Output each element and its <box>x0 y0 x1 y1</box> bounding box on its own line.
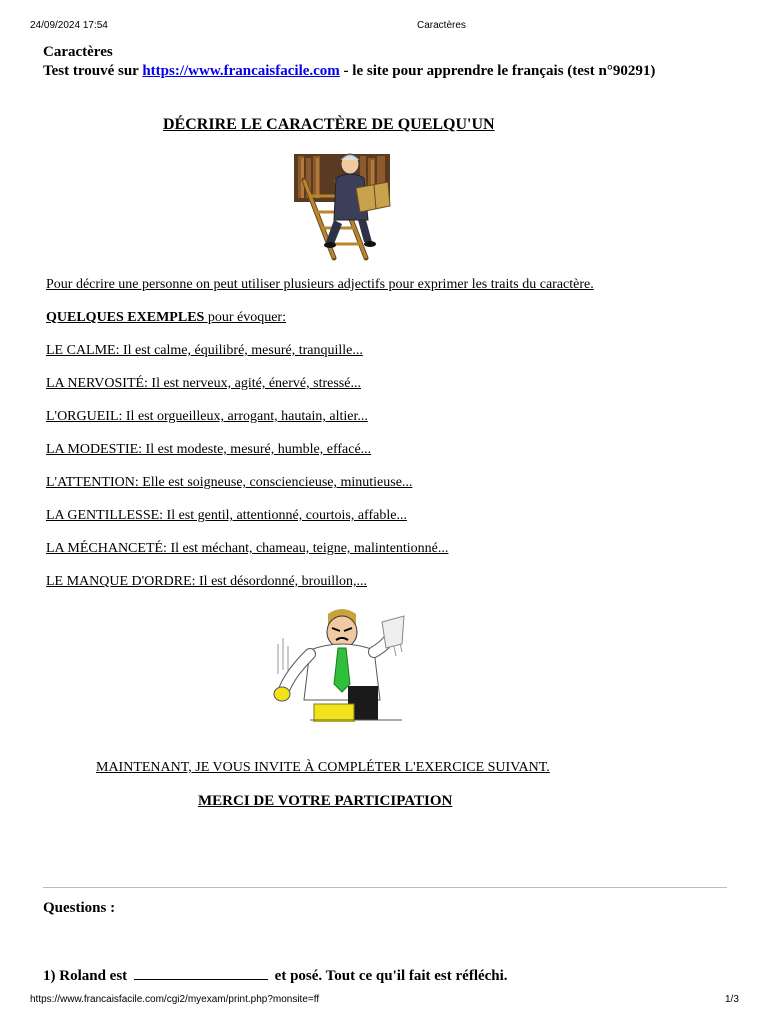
question-1-text-after: et posé. Tout ce qu'il fait est réfléchi. <box>270 968 508 984</box>
print-datetime: 24/09/2024 17:54 <box>30 20 108 31</box>
angry-man-illustration <box>270 604 406 722</box>
print-page-title: Caractères <box>417 20 466 31</box>
intro-text: Pour décrire une personne on peut utiliser plusieurs adjectifs pour exprimer les traits du caractère. <box>46 277 594 292</box>
example-item: L'ATTENTION: Elle est soigneuse, consciencieuse, minutieuse... <box>46 475 413 490</box>
invite-text: MAINTENANT, JE VOUS INVITE À COMPLÉTER L'EXERCICE SUIVANT. <box>96 760 550 775</box>
source-suffix: - le site pour apprendre le français (test n°90291) <box>339 63 656 79</box>
main-heading: DÉCRIRE LE CARACTÈRE DE QUELQU'UN <box>163 116 495 133</box>
examples-label-bold: QUELQUES EXEMPLES <box>46 310 205 325</box>
professor-reading-illustration <box>290 150 396 262</box>
questions-label: Questions : <box>43 900 116 916</box>
section-divider <box>43 887 727 888</box>
examples-label <box>46 310 286 326</box>
example-item: LA GENTILLESSE: Il est gentil, attentionné, courtois, affable... <box>46 508 407 523</box>
question-1 <box>43 967 508 985</box>
example-item: LA MÉCHANCETÉ: Il est méchant, chameau, teigne, malintentionné... <box>46 541 449 556</box>
page-number: 1/3 <box>725 994 739 1005</box>
example-item: LE CALME: Il est calme, équilibré, mesuré, tranquille... <box>46 343 363 358</box>
print-url: https://www.francaisfacile.com/cgi2/myexam/print.php?monsite=ff <box>30 994 320 1005</box>
example-item: L'ORGUEIL: Il est orgueilleux, arrogant, hautain, altier... <box>46 409 368 424</box>
example-item: LE MANQUE D'ORDRE: Il est désordonné, brouillon,... <box>46 574 367 589</box>
source-line <box>43 62 655 81</box>
document-title-block <box>43 43 655 81</box>
document-title: Caractères <box>43 44 113 60</box>
answer-blank[interactable] <box>134 967 268 980</box>
thanks-heading: MERCI DE VOTRE PARTICIPATION <box>198 793 453 809</box>
example-item: LA MODESTIE: Il est modeste, mesuré, humble, effacé... <box>46 442 372 457</box>
source-prefix: Test trouvé sur <box>43 63 143 79</box>
examples-label-rest: pour évoquer: <box>204 310 286 325</box>
question-1-text-before: 1) Roland est <box>43 968 131 984</box>
example-item: LA NERVOSITÉ: Il est nerveux, agité, énervé, stressé... <box>46 376 361 391</box>
source-link[interactable]: https://www.francaisfacile.com <box>142 63 340 79</box>
